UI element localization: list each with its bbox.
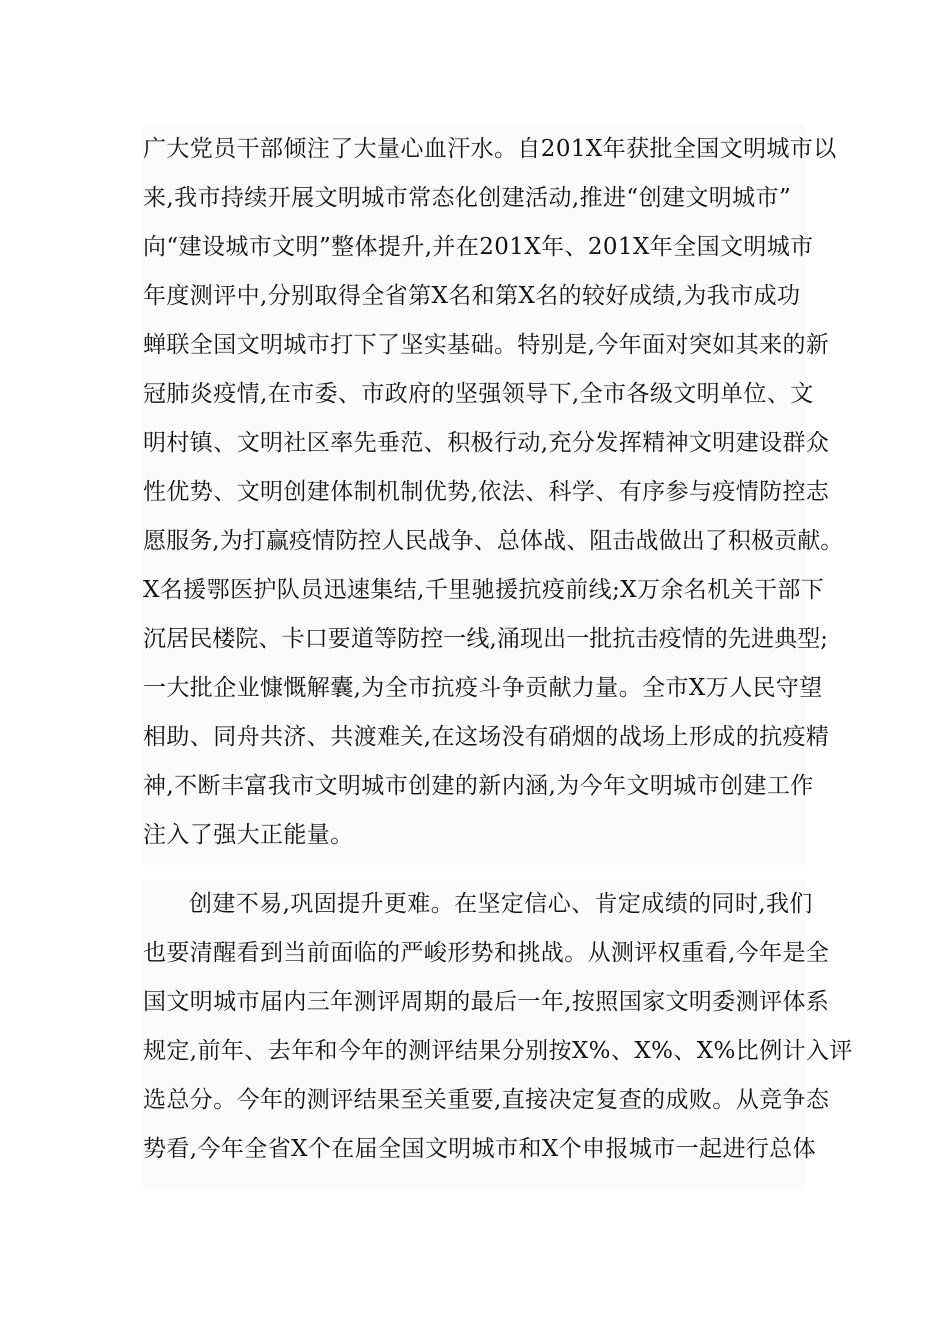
text-line: 冠肺炎疫情,在市委、市政府的坚强领导下,全市各级文明单位、文 — [143, 381, 814, 407]
text-line: 国文明城市届内三年测评周期的最后一年,按照国家文明委测评体系 — [143, 989, 830, 1015]
text-line: 来,我市持续开展文明城市常态化创建活动,推进“创建文明城市” — [143, 185, 792, 211]
text-line: 愿服务,为打赢疫情防控人民战争、总体战、阻击战做出了积极贡献。 — [143, 528, 844, 554]
text-line: 规定,前年、去年和今年的测评结果分别按X%、X%、X%比例计入评 — [143, 1038, 853, 1064]
text-line: 明村镇、文明社区率先垂范、积极行动,充分发挥精神文明建设群众 — [143, 430, 830, 456]
text-line: 一大批企业慷慨解囊,为全市抗疫斗争贡献力量。全市X万人民守望 — [143, 675, 823, 701]
text-line: 性优势、文明创建体制机制优势,依法、科学、有序参与疫情防控志 — [143, 479, 830, 505]
text-line: X名援鄂医护队员迅速集结,千里驰援抗疫前线;X万余名机关干部下 — [143, 577, 825, 603]
text-line: 注入了强大正能量。 — [143, 822, 354, 848]
text-line: 蝉联全国文明城市打下了坚实基础。特别是,今年面对突如其来的新 — [143, 332, 830, 358]
text-line: 相助、同舟共济、共渡难关,在这场没有硝烟的战场上形成的抗疫精 — [143, 724, 830, 750]
text-line: 势看,今年全省X个在届全国文明城市和X个申报城市一起进行总体 — [143, 1136, 817, 1162]
text-line: 创建不易,巩固提升更难。在坚定信心、肯定成绩的同时,我们 — [189, 891, 813, 917]
text-line: 沉居民楼院、卡口要道等防控一线,涌现出一批抗击疫情的先进典型; — [143, 626, 829, 652]
text-line: 广大党员干部倾注了大量心血汗水。自201X年获批全国文明城市以 — [143, 136, 837, 162]
text-line: 神,不断丰富我市文明城市创建的新内涵,为今年文明城市创建工作 — [143, 773, 814, 799]
text-line: 选总分。今年的测评结果至关重要,直接决定复查的成败。从竞争态 — [143, 1087, 830, 1113]
text-line: 向“建设城市文明”整体提升,并在201X年、201X年全国文明城市 — [143, 234, 814, 260]
paragraph-1 — [143, 125, 844, 865]
text-line: 也要清醒看到当前面临的严峻形势和挑战。从测评权重看,今年是全 — [143, 940, 830, 966]
text-line: 年度测评中,分别取得全省第X名和第X名的较好成绩,为我市成功 — [143, 283, 801, 309]
paragraph-2 — [143, 880, 853, 1190]
